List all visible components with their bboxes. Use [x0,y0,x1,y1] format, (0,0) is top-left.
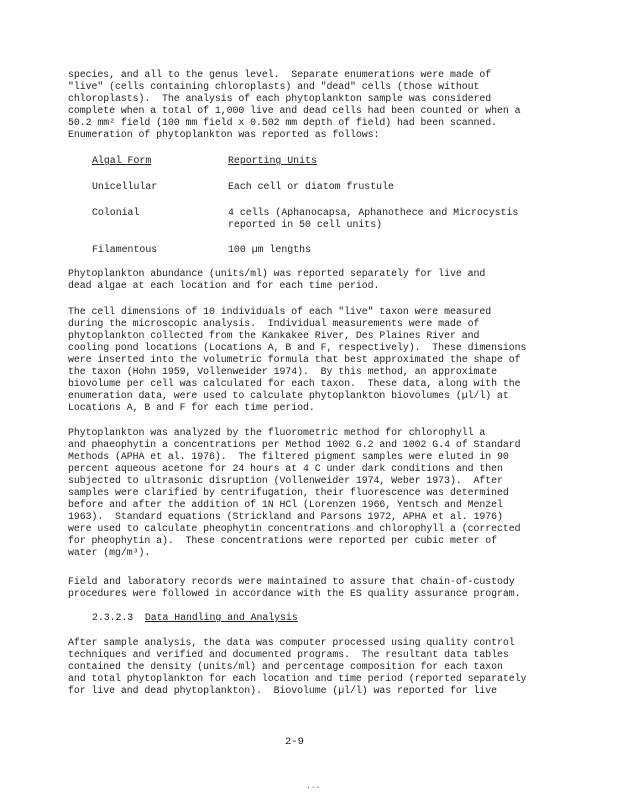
text-line: contained the density (units/ml) and percentage composition for each taxon [68,661,503,672]
text-line: subjected to ultrasonic disruption (Vollenweider 1974, Weber 1973). After [68,475,503,486]
text-line: phytoplankton collected from the Kankakee River, Des Plaines River and [68,330,480,341]
text-line: Enumeration of phytoplankton was reported as follows: [68,129,380,140]
table-cell-units: 100 µm lengths [228,244,311,255]
text-line: techniques and verified and documented programs. The resultant data tables [68,649,509,660]
table-cell-form: Colonial [92,207,140,218]
footer-mark: ... [306,782,321,791]
text-line: biovolume per cell was calculated for each taxon. These data, along with the [68,378,521,389]
text-line: Phytoplankton was analyzed by the fluorometric method for chlorophyll a [68,427,486,438]
text-line: cooling pond locations (Locations A, B and F, respectively). These dimensions [68,342,527,353]
text-line: and phaeophytin a concentrations per Method 1002 G.2 and 1002 G.4 of Standard [68,439,521,450]
table-header-algal-form: Algal Form [92,155,152,166]
text-line: Locations A, B and F for each time period. [68,402,315,413]
text-line: species, and all to the genus level. Separate enumerations were made of [68,69,492,80]
text-line: Methods (APHA et al. 1976). The filtered pigment samples were eluted in 90 [68,451,509,462]
text-line: 1963). Standard equations (Strickland and Parsons 1972, APHA et al. 1976) [68,511,503,522]
table-cell-units: reported in 50 cell units) [228,219,383,230]
text-line: were inserted into the volumetric formula that best approximated the shape of [68,354,521,365]
text-line: enumeration data, were used to calculate phytoplankton biovolumes (µl/l) at [68,390,509,401]
text-line: Phytoplankton abundance (units/ml) was reported separately for live and [68,268,486,279]
text-line: the taxon (Hohn 1959, Vollenweider 1974). By this method, an approximate [68,366,497,377]
section-number: 2.3.2.3 [92,612,134,623]
section-heading [92,612,298,624]
table-cell-units: Each cell or diatom frustule [228,181,394,192]
text-line: After sample analysis, the data was computer processed using quality control [68,637,515,648]
text-line: for pheophytin a). These concentrations were reported per cubic meter of [68,535,497,546]
text-line: percent aqueous acetone for 24 hours at 4 C under dark conditions and then [68,463,503,474]
page-number: 2-9 [285,736,304,748]
text-line: during the microscopic analysis. Individual measurements were made of [68,318,480,329]
table-cell-units: 4 cells (Aphanocapsa, Aphanothece and Microcystis [228,207,519,218]
text-line: and total phytoplankton for each location and time period (reported separately [68,673,527,684]
text-line: "live" (cells containing chloroplasts) and "dead" cells (those without [68,81,480,92]
text-line: The cell dimensions of 10 individuals of each "live" taxon were measured [68,306,492,317]
table-cell-form: Filamentous [92,244,158,255]
text-line: before and after the addition of 1N HCl (Lorenzen 1966, Yentsch and Menzel [68,499,503,510]
text-line: chloroplasts). The analysis of each phytoplankton sample was considered [68,93,492,104]
text-line: Field and laboratory records were maintained to assure that chain-of-custody [68,576,515,587]
text-line: procedures were followed in accordance with the ES quality assurance program. [68,588,521,599]
table-header-reporting-units: Reporting Units [228,155,317,166]
text-line: samples were clarified by centrifugation, their fluorescence was determined [68,487,509,498]
text-line: for live and dead phytoplankton). Biovolume (µl/l) was reported for live [68,685,497,696]
text-line: 50.2 mm² field (100 mm field x 0.502 mm depth of field) had been scanned. [68,117,497,128]
text-line: dead algae at each location and for each time period. [68,280,380,291]
text-line: water (mg/m³). [68,547,151,558]
text-line: were used to calculate pheophytin concentrations and chlorophyll a (corrected [68,523,521,534]
section-title: Data Handling and Analysis [144,612,298,623]
table-cell-form: Unicellular [92,181,158,192]
text-line: complete when a total of 1,000 live and dead cells had been counted or when a [68,105,521,116]
